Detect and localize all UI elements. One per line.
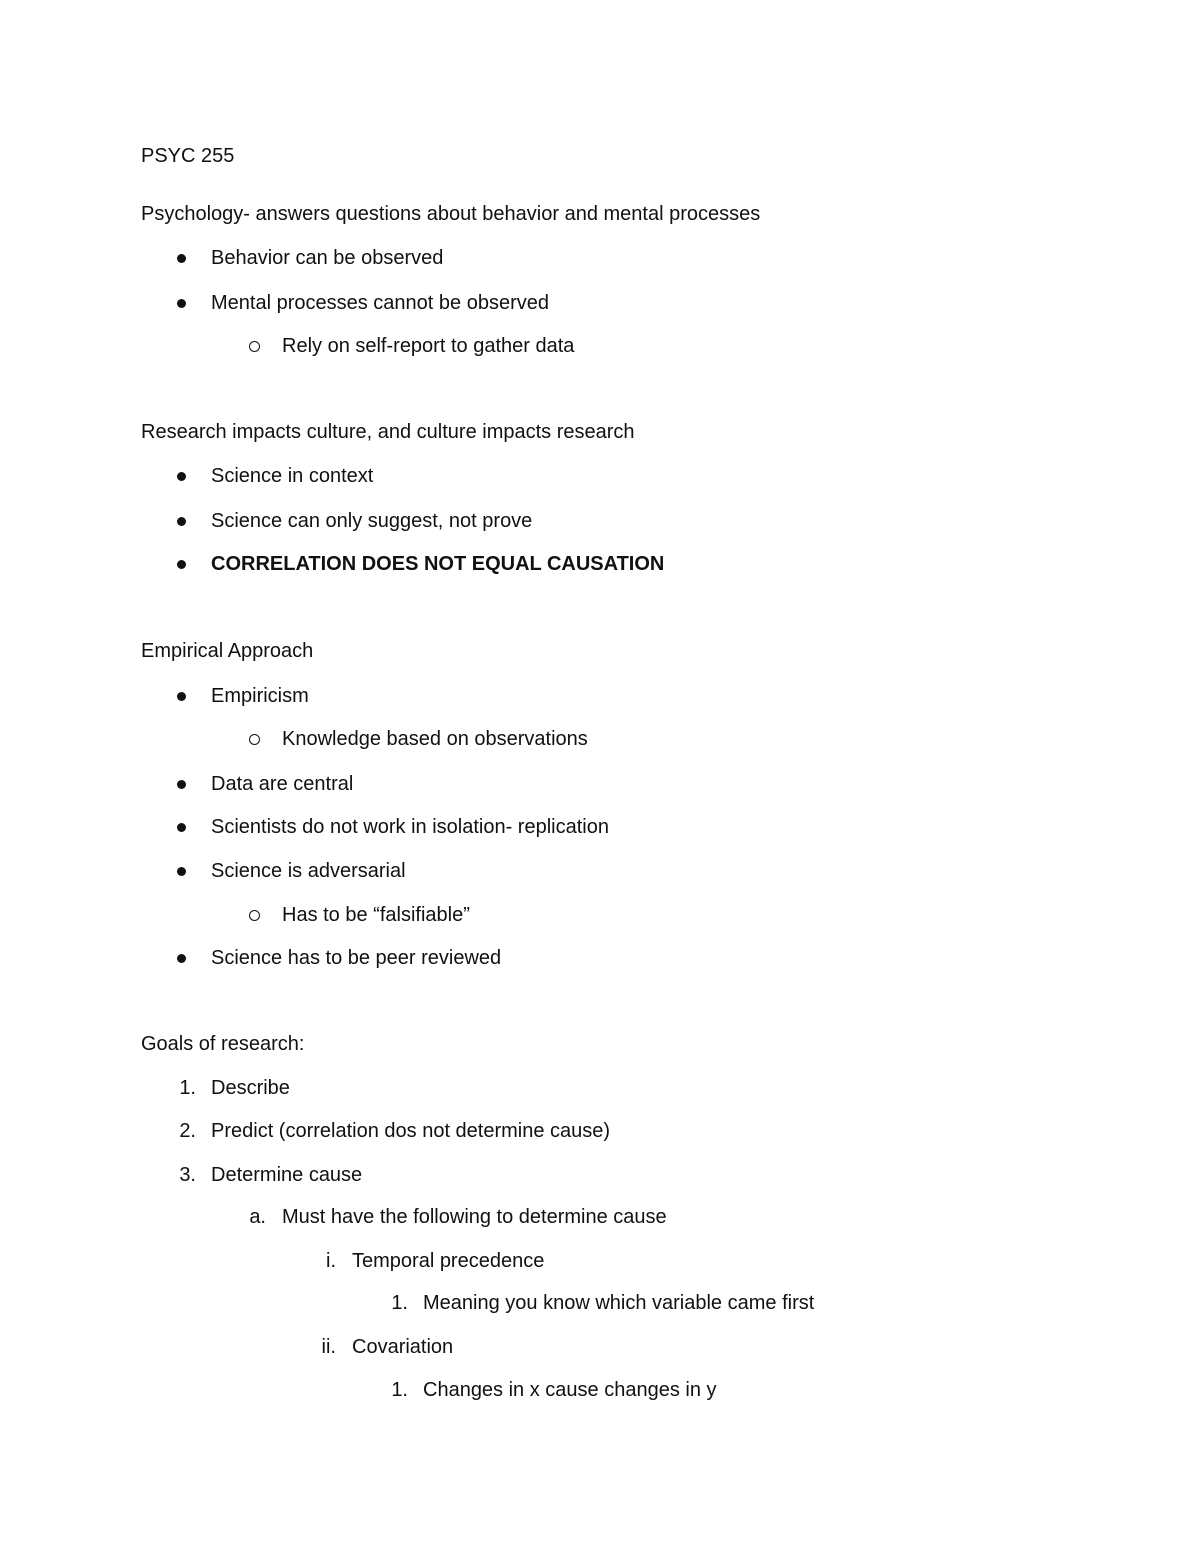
bullet-icon [177, 254, 186, 263]
bullet-icon [177, 954, 186, 963]
list-item: Scientists do not work in isolation- replication [211, 816, 609, 838]
bullet-icon [177, 560, 186, 569]
list-item: Behavior can be observed [211, 247, 444, 269]
list-number: 3. [179, 1164, 196, 1186]
section-heading-goals: Goals of research: [141, 1033, 305, 1055]
detail-item: Meaning you know which variable came first [423, 1292, 815, 1314]
list-number: 1. [391, 1292, 408, 1314]
list-item: Empiricism [211, 685, 309, 707]
sub-list-item: Knowledge based on observations [282, 728, 588, 750]
list-item: Science has to be peer reviewed [211, 947, 502, 969]
bullet-icon [177, 823, 186, 832]
list-item: Mental processes cannot be observed [211, 292, 549, 314]
numbered-item: Predict (correlation dos not determine cause) [211, 1120, 611, 1142]
bullet-icon [177, 517, 186, 526]
list-number: 1. [179, 1077, 196, 1099]
list-roman: ii. [321, 1336, 336, 1358]
course-title: PSYC 255 [141, 145, 235, 167]
hollow-bullet-icon [249, 341, 260, 352]
list-roman: i. [326, 1250, 336, 1272]
list-item: Science can only suggest, not prove [211, 510, 533, 532]
list-number: 2. [179, 1120, 196, 1142]
list-item: Science in context [211, 465, 374, 487]
bullet-icon [177, 780, 186, 789]
section-heading-research: Research impacts culture, and culture impacts research [141, 421, 635, 443]
section-heading-empirical: Empirical Approach [141, 640, 314, 662]
bullet-icon [177, 867, 186, 876]
numbered-item: Describe [211, 1077, 290, 1099]
sub-list-item: Rely on self-report to gather data [282, 335, 575, 357]
bullet-icon [177, 299, 186, 308]
roman-item: Temporal precedence [352, 1250, 545, 1272]
detail-item: Changes in x cause changes in y [423, 1379, 717, 1401]
list-letter: a. [249, 1206, 266, 1228]
lettered-item: Must have the following to determine cause [282, 1206, 667, 1228]
roman-item: Covariation [352, 1336, 454, 1358]
bullet-icon [177, 692, 186, 701]
list-number: 1. [391, 1379, 408, 1401]
hollow-bullet-icon [249, 734, 260, 745]
bullet-icon [177, 472, 186, 481]
sub-list-item: Has to be “falsifiable” [282, 904, 470, 926]
section-heading-psychology: Psychology- answers questions about behavior and mental processes [141, 203, 761, 225]
list-item-emphasis: CORRELATION DOES NOT EQUAL CAUSATION [211, 553, 665, 575]
list-item: Data are central [211, 773, 354, 795]
hollow-bullet-icon [249, 910, 260, 921]
list-item: Science is adversarial [211, 860, 406, 882]
numbered-item: Determine cause [211, 1164, 363, 1186]
